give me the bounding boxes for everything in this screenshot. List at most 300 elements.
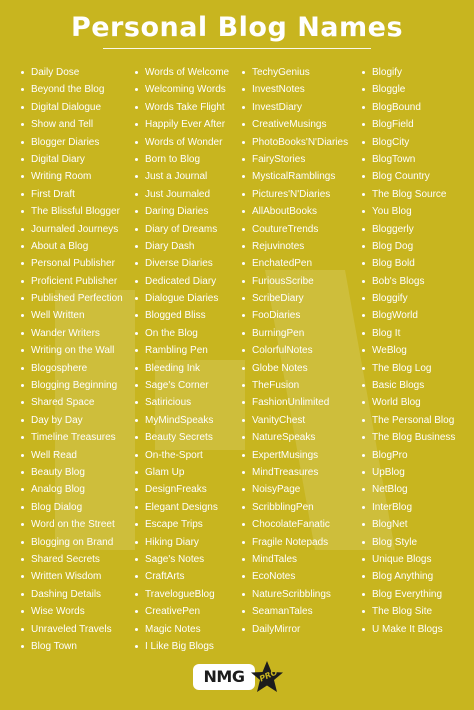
blog-name-text: Hiking Diary [145,536,199,548]
bullet-icon [362,575,365,578]
bullet-icon [21,541,24,544]
blog-name-item [242,99,348,116]
blog-name-text: Bob's Blogs [372,275,425,287]
blog-name-text: About a Blog [31,240,89,252]
logo-pro-badge: PRO [257,667,279,684]
bullet-icon [362,175,365,178]
bullet-icon [362,506,365,509]
blog-name-item [362,255,455,272]
blog-name-item [21,273,123,290]
blog-name-text: BlogField [372,119,414,131]
bullet-icon [21,71,24,74]
bullet-icon [242,610,245,613]
bullet-icon [135,488,138,491]
blog-name-text: The Personal Blog [372,414,455,426]
blog-name-item [21,429,123,446]
blog-name-item [21,360,123,377]
blog-name-item [362,412,455,429]
blog-name-text: Diary of Dreams [145,223,218,235]
bullet-icon [21,141,24,144]
blog-name-text: Digital Dialogue [31,101,102,113]
blog-name-text: ExpertMusings [252,449,319,461]
blog-name-item [362,325,455,342]
blog-name-text: Day by Day [31,414,83,426]
bullet-icon [21,384,24,387]
bullet-icon [21,471,24,474]
bullet-icon [21,332,24,335]
bullet-icon [135,523,138,526]
blog-name-item [135,273,229,290]
bullet-icon [135,349,138,352]
blog-name-item [242,168,348,185]
blog-name-text: The Blissful Blogger [31,206,120,218]
bullet-icon [135,262,138,265]
blog-name-text: SeamanTales [252,606,313,618]
bullet-icon [242,488,245,491]
bullet-icon [135,454,138,457]
blog-name-text: VanityChest [252,414,306,426]
blog-name-item [362,151,455,168]
blog-name-text: MindTreasures [252,466,319,478]
blog-name-item [242,621,348,638]
blog-name-item [242,360,348,377]
blog-name-item [21,64,123,81]
blog-name-text: The Blog Log [372,362,432,374]
bullet-icon [21,610,24,613]
blog-name-text: The Blog Site [372,606,433,618]
bullet-icon [21,645,24,648]
blog-name-text: U Make It Blogs [372,623,443,635]
blog-name-item [135,603,229,620]
blog-name-item [362,290,455,307]
bullet-icon [21,488,24,491]
bullet-icon [242,575,245,578]
blog-name-item [21,221,123,238]
blog-name-text: TechyGenius [252,67,310,78]
name-column-3 [242,64,348,638]
bullet-icon [135,558,138,561]
blog-name-item [362,116,455,133]
blog-name-text: Blog Bold [372,258,415,270]
blog-name-text: Blog Country [372,171,430,183]
blog-name-item [135,377,229,394]
bullet-icon [362,610,365,613]
blog-name-item [242,551,348,568]
blog-name-item [135,290,229,307]
blog-name-item [242,255,348,272]
bullet-icon [135,88,138,91]
blog-name-item [242,203,348,220]
blog-name-text: Words of Welcome [145,67,230,78]
bullet-icon [21,506,24,509]
blog-name-text: WeBlog [372,345,407,357]
blog-name-item [362,273,455,290]
blog-name-item [242,412,348,429]
blog-name-item [135,307,229,324]
blog-name-text: Published Perfection [31,293,123,305]
blog-name-text: Analog Blog [31,484,85,496]
bullet-icon [135,71,138,74]
blog-name-item [362,221,455,238]
blog-name-item [135,429,229,446]
bullet-icon [362,297,365,300]
blog-name-item [135,412,229,429]
bullet-icon [242,245,245,248]
blog-name-text: The Blog Business [372,432,456,444]
blog-name-text: Well Written [31,310,85,322]
blog-name-text: Word on the Street [31,519,115,531]
bullet-icon [362,106,365,109]
blog-name-item [135,342,229,359]
blog-name-text: You Blog [372,206,412,218]
bullet-icon [362,436,365,439]
bullet-icon [21,297,24,300]
blog-name-text: Blogging Beginning [31,380,118,392]
blog-name-text: Bloggify [372,293,408,305]
bullet-icon [21,419,24,422]
bullet-icon [135,193,138,196]
blog-name-item [242,64,348,81]
bullet-icon [135,506,138,509]
bullet-icon [362,210,365,213]
blog-name-text: ScribblingPen [252,501,314,513]
bullet-icon [362,228,365,231]
blog-name-text: Blog Anything [372,571,434,583]
bullet-icon [135,367,138,370]
bullet-icon [21,262,24,265]
blog-name-item [242,516,348,533]
blog-name-text: Digital Diary [31,153,85,165]
blog-name-item [135,151,229,168]
bullet-icon [21,245,24,248]
blog-name-item [242,273,348,290]
blog-name-item [135,255,229,272]
bullet-icon [362,593,365,596]
bullet-icon [21,454,24,457]
blog-name-text: BlogNet [372,519,408,531]
blog-name-text: Magic Notes [145,623,201,635]
blog-name-item [21,203,123,220]
blog-name-item [242,568,348,585]
bullet-icon [242,471,245,474]
blog-name-item [362,516,455,533]
blog-name-item [135,621,229,638]
bullet-icon [242,628,245,631]
bullet-icon [242,401,245,404]
bullet-icon [135,245,138,248]
bullet-icon [242,523,245,526]
blog-name-text: CreativeMusings [252,119,327,131]
blog-name-text: First Draft [31,188,75,200]
blog-name-item [242,116,348,133]
bullet-icon [21,558,24,561]
blog-name-item [21,621,123,638]
blog-name-text: Rejuvinotes [252,240,305,252]
blog-name-item [21,394,123,411]
bullet-icon [21,123,24,126]
blog-name-text: BurningPen [252,327,305,339]
blog-name-text: ChocolateFanatic [252,519,330,531]
bullet-icon [135,593,138,596]
blog-name-item [362,342,455,359]
blog-name-text: TravelogueBlog [145,588,215,600]
blog-name-text: ColorfulNotes [252,345,313,357]
blog-name-text: FashionUnlimited [252,397,330,409]
blog-name-text: BlogCity [372,136,410,148]
name-column-1 [21,64,123,655]
blog-name-item [135,534,229,551]
blog-name-text: Journaled Journeys [31,223,119,235]
blog-name-text: Words Take Flight [145,101,225,113]
bullet-icon [242,593,245,596]
bullet-icon [21,593,24,596]
bullet-icon [242,506,245,509]
blog-name-item [135,481,229,498]
blog-name-item [21,516,123,533]
blog-name-text: Personal Publisher [31,258,115,270]
blog-name-item [21,186,123,203]
bullet-icon [21,314,24,317]
blog-name-text: MindTales [252,553,298,565]
blog-name-text: Writing Room [31,171,92,183]
blog-name-item [362,203,455,220]
bullet-icon [362,349,365,352]
blog-name-text: Blogger Diaries [31,136,100,148]
bullet-icon [135,228,138,231]
blog-name-text: FuriousScribe [252,275,314,287]
blog-name-text: InterBlog [372,501,413,513]
blog-name-text: Blog Dialog [31,501,83,513]
bullet-icon [362,262,365,265]
blog-name-item [362,238,455,255]
blog-name-text: Beauty Secrets [145,432,213,444]
blog-name-text: Satiricious [145,397,192,409]
bullet-icon [362,123,365,126]
blog-name-item [362,168,455,185]
bullet-icon [135,610,138,613]
bullet-icon [242,123,245,126]
blog-name-item [21,151,123,168]
bullet-icon [362,367,365,370]
bullet-icon [135,384,138,387]
blog-name-text: PhotoBooks'N'Diaries [252,136,349,148]
blog-name-text: Proficient Publisher [31,275,118,287]
blog-name-text: DailyMirror [252,623,301,635]
blog-name-item [242,134,348,151]
title-underline [103,48,371,49]
blog-name-item [21,238,123,255]
blog-name-item [362,307,455,324]
blog-name-text: On-the-Sport [145,449,203,461]
bullet-icon [21,193,24,196]
blog-name-text: Bloggerly [372,223,414,235]
bullet-icon [135,332,138,335]
blog-name-text: Dialogue Diaries [145,293,219,305]
blog-name-item [242,603,348,620]
blog-name-item [242,290,348,307]
bullet-icon [242,367,245,370]
bullet-icon [362,332,365,335]
blog-name-text: BlogWorld [372,310,418,322]
blog-name-text: TheFusion [252,380,300,392]
blog-name-item [135,134,229,151]
blog-name-item [135,64,229,81]
bullet-icon [135,419,138,422]
blog-name-item [21,168,123,185]
blog-name-item [21,290,123,307]
blog-name-text: Wise Words [31,606,85,618]
blog-name-text: Shared Space [31,397,95,409]
blog-name-text: Welcoming Words [145,84,226,96]
blog-name-text: Just a Journal [145,171,208,183]
blog-name-text: Bloggle [372,84,406,96]
blog-name-item [135,238,229,255]
blog-name-text: FooDiaries [252,310,301,322]
blog-name-item [135,551,229,568]
blog-name-text: BlogTown [372,153,416,165]
bullet-icon [242,297,245,300]
blog-name-text: NatureSpeaks [252,432,316,444]
blog-name-text: Daily Dose [31,67,80,78]
bullet-icon [135,175,138,178]
blog-name-text: Blogged Bliss [145,310,206,322]
blog-name-item [135,116,229,133]
bullet-icon [21,175,24,178]
bullet-icon [21,210,24,213]
bullet-icon [242,384,245,387]
blog-name-item [21,534,123,551]
blog-name-text: NoisyPage [252,484,301,496]
bullet-icon [21,106,24,109]
blog-name-item [135,499,229,516]
blog-name-item [21,464,123,481]
blog-name-text: MysticalRamblings [252,171,336,183]
blog-name-text: Basic Blogs [372,380,425,392]
blog-name-text: Daring Diaries [145,206,209,218]
blog-name-item [21,551,123,568]
bullet-icon [362,471,365,474]
blog-name-item [21,134,123,151]
blog-name-item [21,603,123,620]
blog-name-text: Written Wisdom [31,571,102,583]
blog-name-text: Blog Style [372,536,418,548]
bullet-icon [21,228,24,231]
bullet-icon [362,558,365,561]
blog-name-text: UpBlog [372,466,405,478]
bullet-icon [135,541,138,544]
blog-name-text: MyMindSpeaks [145,414,214,426]
bullet-icon [362,141,365,144]
blog-name-item [362,360,455,377]
bullet-icon [242,106,245,109]
bullet-icon [242,262,245,265]
blog-name-item [362,377,455,394]
blog-name-text: EnchatedPen [252,258,313,270]
blog-name-text: InvestDiary [252,101,303,113]
blog-name-item [362,481,455,498]
blog-name-item [362,551,455,568]
blog-name-item [362,464,455,481]
blog-name-item [21,81,123,98]
blog-name-item [362,534,455,551]
blog-name-item [135,586,229,603]
blog-name-item [362,429,455,446]
bullet-icon [362,280,365,283]
bullet-icon [362,541,365,544]
blog-name-text: CreativePen [145,606,201,618]
blog-name-item [21,447,123,464]
blog-name-text: Pictures'N'Diaries [252,188,331,200]
blog-name-text: BlogBound [372,101,421,113]
blog-name-text: Diary Dash [145,240,195,252]
blog-name-item [135,186,229,203]
blog-name-text: Sage's Corner [145,380,209,392]
blog-name-text: ScribeDiary [252,293,304,305]
bullet-icon [362,314,365,317]
blog-name-item [135,168,229,185]
blog-name-text: Beauty Blog [31,466,85,478]
blog-name-item [242,394,348,411]
bullet-icon [135,158,138,161]
blog-name-text: AllAboutBooks [252,206,318,218]
bullet-icon [362,488,365,491]
blog-name-text: Elegant Designs [145,501,218,513]
blog-name-text: Sage's Notes [145,553,205,565]
name-column-2 [135,64,229,655]
bullet-icon [135,123,138,126]
blog-name-text: CoutureTrends [252,223,319,235]
blog-name-text: On the Blog [145,327,198,339]
blog-name-item [362,586,455,603]
bullet-icon [242,314,245,317]
blog-name-item [21,568,123,585]
blog-name-item [242,586,348,603]
blog-name-item [135,568,229,585]
bullet-icon [21,401,24,404]
name-column-4 [362,64,455,638]
bullet-icon [242,210,245,213]
blog-name-text: Diverse Diaries [145,258,213,270]
blog-name-item [362,81,455,98]
blog-name-item [135,203,229,220]
blog-name-text: Timeline Treasures [31,432,116,444]
blog-name-item [242,481,348,498]
blog-name-item [242,81,348,98]
blog-name-item [21,116,123,133]
bullet-icon [362,401,365,404]
blog-name-text: World Blog [372,397,421,409]
bullet-icon [21,280,24,283]
blog-name-item [21,99,123,116]
blog-name-item [242,464,348,481]
blog-name-item [362,394,455,411]
bullet-icon [362,419,365,422]
nmg-pro-logo [193,659,287,695]
blog-name-item [21,325,123,342]
bullet-icon [21,367,24,370]
bullet-icon [242,541,245,544]
blog-name-text: Rambling Pen [145,345,208,357]
blog-name-item [135,516,229,533]
bullet-icon [242,454,245,457]
blog-name-text: Wander Writers [31,327,100,339]
blog-name-item [21,342,123,359]
blog-name-item [135,360,229,377]
bullet-icon [242,175,245,178]
page-title: Personal Blog Names [70,12,404,43]
blog-name-text: Just Journaled [145,188,211,200]
blog-name-item [21,586,123,603]
